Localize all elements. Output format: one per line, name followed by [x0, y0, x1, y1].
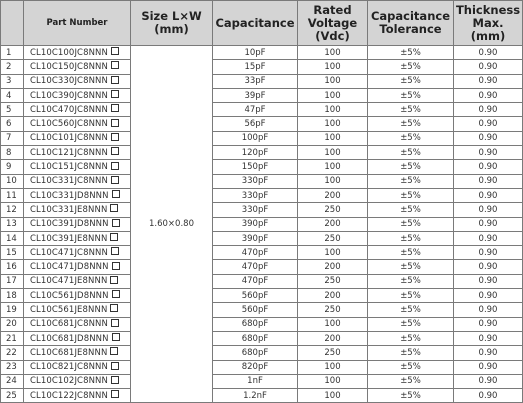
thickness-cell: 0.90	[454, 103, 523, 117]
header-size	[131, 1, 213, 46]
table-body	[1, 46, 523, 403]
packaging-code-box-icon	[110, 204, 118, 212]
part-number-cell	[24, 88, 131, 102]
tolerance-cell: ±5%	[368, 174, 454, 188]
rated-voltage-cell: 250	[298, 231, 368, 245]
row-number: 20	[1, 317, 24, 331]
table-row	[1, 246, 523, 260]
part-number: CL10C561JD8NNN	[30, 290, 109, 301]
capacitance-cell: 680pF	[213, 317, 298, 331]
tolerance-cell: ±5%	[368, 274, 454, 288]
part-number-cell	[24, 217, 131, 231]
table-row	[1, 374, 523, 388]
thickness-cell: 0.90	[454, 346, 523, 360]
table-row	[1, 389, 523, 403]
capacitance-cell: 820pF	[213, 360, 298, 374]
rated-voltage-cell: 100	[298, 103, 368, 117]
thickness-cell: 0.90	[454, 303, 523, 317]
rated-voltage-cell: 100	[298, 174, 368, 188]
table-row	[1, 188, 523, 202]
rated-voltage-cell: 100	[298, 146, 368, 160]
rated-voltage-cell: 250	[298, 203, 368, 217]
packaging-code-box-icon	[111, 176, 119, 184]
capacitance-cell: 470pF	[213, 246, 298, 260]
part-number-cell	[24, 74, 131, 88]
rated-voltage-cell: 100	[298, 46, 368, 60]
row-number: 25	[1, 389, 24, 403]
tolerance-cell: ±5%	[368, 46, 454, 60]
rated-voltage-cell: 100	[298, 360, 368, 374]
capacitance-cell: 120pF	[213, 146, 298, 160]
header-tolerance	[368, 1, 454, 46]
header-voltage-line1: Rated	[313, 2, 352, 17]
rated-voltage-cell: 100	[298, 246, 368, 260]
capacitance-cell: 330pF	[213, 174, 298, 188]
part-number: CL10C561JE8NNN	[30, 304, 108, 315]
part-number: CL10C471JD8NNN	[30, 262, 109, 273]
table-row	[1, 174, 523, 188]
tolerance-cell: ±5%	[368, 331, 454, 345]
part-number: CL10C331JC8NNN	[30, 176, 108, 187]
table-row	[1, 74, 523, 88]
header-thickness-line1: Thickness	[455, 2, 521, 17]
rated-voltage-cell: 100	[298, 88, 368, 102]
size-cell: 1.60×0.80	[131, 46, 213, 403]
rated-voltage-cell: 200	[298, 217, 368, 231]
row-number: 9	[1, 160, 24, 174]
packaging-code-box-icon	[110, 304, 118, 312]
capacitance-cell: 100pF	[213, 131, 298, 145]
table-row	[1, 88, 523, 102]
part-number: CL10C331JE8NNN	[30, 204, 108, 215]
rated-voltage-cell: 100	[298, 374, 368, 388]
table-row	[1, 46, 523, 60]
capacitance-cell: 39pF	[213, 88, 298, 102]
packaging-code-box-icon	[111, 147, 119, 155]
header-part-number: Part Number	[24, 1, 131, 46]
thickness-cell: 0.90	[454, 374, 523, 388]
capacitance-cell: 680pF	[213, 346, 298, 360]
capacitance-cell: 56pF	[213, 117, 298, 131]
part-number: CL10C330JC8NNN	[30, 76, 108, 87]
rated-voltage-cell: 100	[298, 160, 368, 174]
tolerance-cell: ±5%	[368, 160, 454, 174]
thickness-cell: 0.90	[454, 317, 523, 331]
tolerance-cell: ±5%	[368, 246, 454, 260]
table-row	[1, 289, 523, 303]
part-number: CL10C681JD8NNN	[30, 333, 109, 344]
part-number-cell	[24, 146, 131, 160]
row-number: 14	[1, 231, 24, 245]
packaging-code-box-icon	[111, 362, 119, 370]
tolerance-cell: ±5%	[368, 303, 454, 317]
part-number-cell	[24, 103, 131, 117]
row-number: 5	[1, 103, 24, 117]
packaging-code-box-icon	[111, 390, 119, 398]
packaging-code-box-icon	[112, 219, 120, 227]
capacitance-cell: 1nF	[213, 374, 298, 388]
part-number-cell	[24, 317, 131, 331]
part-number: CL10C471JE8NNN	[30, 276, 108, 287]
part-number-cell	[24, 231, 131, 245]
row-number: 23	[1, 360, 24, 374]
tolerance-cell: ±5%	[368, 188, 454, 202]
part-number: CL10C331JD8NNN	[30, 190, 109, 201]
thickness-cell: 0.90	[454, 117, 523, 131]
part-number-cell	[24, 303, 131, 317]
rated-voltage-cell: 250	[298, 346, 368, 360]
packaging-code-box-icon	[111, 47, 119, 55]
part-number: CL10C122JC8NNN	[30, 390, 108, 401]
tolerance-cell: ±5%	[368, 360, 454, 374]
thickness-cell: 0.90	[454, 274, 523, 288]
part-number: CL10C390JC8NNN	[30, 90, 108, 101]
tolerance-cell: ±5%	[368, 317, 454, 331]
row-number: 16	[1, 260, 24, 274]
part-number: CL10C391JE8NNN	[30, 233, 108, 244]
capacitance-cell: 15pF	[213, 60, 298, 74]
part-number: CL10C100JC8NNN	[30, 47, 108, 58]
packaging-code-box-icon	[111, 119, 119, 127]
packaging-code-box-icon	[111, 376, 119, 384]
capacitance-cell: 680pF	[213, 331, 298, 345]
rated-voltage-cell: 250	[298, 303, 368, 317]
capacitance-cell: 47pF	[213, 103, 298, 117]
table-row	[1, 146, 523, 160]
row-number: 1	[1, 46, 24, 60]
row-number: 12	[1, 203, 24, 217]
part-number-cell	[24, 117, 131, 131]
row-number: 6	[1, 117, 24, 131]
part-number-cell	[24, 60, 131, 74]
tolerance-cell: ±5%	[368, 74, 454, 88]
part-number: CL10C151JC8NNN	[30, 162, 108, 173]
packaging-code-box-icon	[111, 162, 119, 170]
row-number: 8	[1, 146, 24, 160]
table-row	[1, 131, 523, 145]
part-number: CL10C150JC8NNN	[30, 61, 108, 72]
thickness-cell: 0.90	[454, 231, 523, 245]
row-number: 3	[1, 74, 24, 88]
part-number-cell	[24, 331, 131, 345]
packaging-code-box-icon	[111, 247, 119, 255]
thickness-cell: 0.90	[454, 160, 523, 174]
tolerance-cell: ±5%	[368, 103, 454, 117]
row-number: 17	[1, 274, 24, 288]
table-row	[1, 60, 523, 74]
part-number-cell	[24, 203, 131, 217]
header-tolerance-line2: Tolerance	[379, 22, 442, 36]
table-row	[1, 317, 523, 331]
thickness-cell: 0.90	[454, 246, 523, 260]
part-number-cell	[24, 246, 131, 260]
part-number: CL10C101JC8NNN	[30, 133, 108, 144]
tolerance-cell: ±5%	[368, 131, 454, 145]
tolerance-cell: ±5%	[368, 117, 454, 131]
row-number: 24	[1, 374, 24, 388]
part-number-cell	[24, 160, 131, 174]
capacitance-cell: 10pF	[213, 46, 298, 60]
tolerance-cell: ±5%	[368, 146, 454, 160]
thickness-cell: 0.90	[454, 331, 523, 345]
part-number: CL10C391JD8NNN	[30, 219, 109, 230]
rated-voltage-cell: 200	[298, 188, 368, 202]
part-number: CL10C560JC8NNN	[30, 119, 108, 130]
row-number: 2	[1, 60, 24, 74]
part-number-cell	[24, 46, 131, 60]
thickness-cell: 0.90	[454, 131, 523, 145]
tolerance-cell: ±5%	[368, 260, 454, 274]
row-number: 15	[1, 246, 24, 260]
part-number-cell	[24, 289, 131, 303]
part-number-cell	[24, 274, 131, 288]
rated-voltage-cell: 200	[298, 260, 368, 274]
thickness-cell: 0.90	[454, 260, 523, 274]
packaging-code-box-icon	[111, 90, 119, 98]
part-number-cell	[24, 389, 131, 403]
packaging-code-box-icon	[110, 276, 118, 284]
table-row	[1, 274, 523, 288]
rated-voltage-cell: 200	[298, 289, 368, 303]
part-number-cell	[24, 260, 131, 274]
header-size-line1: Size L×W	[141, 9, 202, 23]
header-voltage-line2: Voltage	[307, 15, 358, 30]
table-row	[1, 203, 523, 217]
table-row	[1, 260, 523, 274]
header-thickness	[454, 1, 523, 46]
row-number: 19	[1, 303, 24, 317]
rated-voltage-cell: 100	[298, 74, 368, 88]
capacitance-cell: 470pF	[213, 260, 298, 274]
part-number-cell	[24, 360, 131, 374]
part-number: CL10C121JC8NNN	[30, 147, 108, 158]
packaging-code-box-icon	[112, 190, 120, 198]
thickness-cell: 0.90	[454, 60, 523, 74]
table-row	[1, 360, 523, 374]
row-number: 7	[1, 131, 24, 145]
part-number-cell	[24, 346, 131, 360]
part-number: CL10C681JC8NNN	[30, 319, 108, 330]
table-row	[1, 103, 523, 117]
packaging-code-box-icon	[110, 347, 118, 355]
row-number: 11	[1, 188, 24, 202]
table-row	[1, 217, 523, 231]
packaging-code-box-icon	[112, 262, 120, 270]
table-row	[1, 331, 523, 345]
row-number: 4	[1, 88, 24, 102]
capacitance-cell: 390pF	[213, 217, 298, 231]
capacitance-cell: 150pF	[213, 160, 298, 174]
header-size-line2: (mm)	[154, 22, 189, 36]
header-voltage-line3: (Vdc)	[315, 28, 350, 43]
table-row	[1, 346, 523, 360]
part-number: CL10C681JE8NNN	[30, 347, 108, 358]
tolerance-cell: ±5%	[368, 88, 454, 102]
row-number: 21	[1, 331, 24, 345]
capacitance-cell: 33pF	[213, 74, 298, 88]
table-row	[1, 117, 523, 131]
header-thickness-line2: Max. (mm)	[470, 15, 506, 43]
row-number: 10	[1, 174, 24, 188]
packaging-code-box-icon	[110, 233, 118, 241]
packaging-code-box-icon	[111, 61, 119, 69]
thickness-cell: 0.90	[454, 217, 523, 231]
rated-voltage-cell: 100	[298, 117, 368, 131]
rated-voltage-cell: 100	[298, 317, 368, 331]
thickness-cell: 0.90	[454, 46, 523, 60]
thickness-cell: 0.90	[454, 174, 523, 188]
header-no	[1, 1, 24, 46]
packaging-code-box-icon	[112, 333, 120, 341]
part-number-cell	[24, 131, 131, 145]
header-capacitance: Capacitance	[213, 1, 298, 46]
part-number: CL10C821JC8NNN	[30, 362, 108, 373]
table-row	[1, 231, 523, 245]
rated-voltage-cell: 100	[298, 389, 368, 403]
capacitance-cell: 560pF	[213, 289, 298, 303]
thickness-cell: 0.90	[454, 203, 523, 217]
thickness-cell: 0.90	[454, 360, 523, 374]
packaging-code-box-icon	[111, 104, 119, 112]
thickness-cell: 0.90	[454, 74, 523, 88]
thickness-cell: 0.90	[454, 389, 523, 403]
tolerance-cell: ±5%	[368, 346, 454, 360]
rated-voltage-cell: 200	[298, 331, 368, 345]
header-tolerance-line1: Capacitance	[370, 9, 450, 23]
part-number-cell	[24, 188, 131, 202]
thickness-cell: 0.90	[454, 88, 523, 102]
part-number: CL10C470JC8NNN	[30, 104, 108, 115]
packaging-code-box-icon	[111, 319, 119, 327]
row-number: 13	[1, 217, 24, 231]
tolerance-cell: ±5%	[368, 289, 454, 303]
part-number: CL10C102JC8NNN	[30, 376, 108, 387]
thickness-cell: 0.90	[454, 188, 523, 202]
tolerance-cell: ±5%	[368, 231, 454, 245]
tolerance-cell: ±5%	[368, 60, 454, 74]
tolerance-cell: ±5%	[368, 389, 454, 403]
thickness-cell: 0.90	[454, 146, 523, 160]
packaging-code-box-icon	[111, 133, 119, 141]
rated-voltage-cell: 250	[298, 274, 368, 288]
capacitance-cell: 1.2nF	[213, 389, 298, 403]
header-row	[1, 1, 523, 46]
row-number: 22	[1, 346, 24, 360]
table-row	[1, 160, 523, 174]
tolerance-cell: ±5%	[368, 374, 454, 388]
packaging-code-box-icon	[111, 76, 119, 84]
tolerance-cell: ±5%	[368, 217, 454, 231]
part-number: CL10C471JC8NNN	[30, 247, 108, 258]
tolerance-cell: ±5%	[368, 203, 454, 217]
rated-voltage-cell: 100	[298, 131, 368, 145]
rated-voltage-cell: 100	[298, 60, 368, 74]
capacitance-cell: 330pF	[213, 188, 298, 202]
table-row	[1, 303, 523, 317]
header-rated-voltage	[298, 1, 368, 46]
row-number: 18	[1, 289, 24, 303]
packaging-code-box-icon	[112, 290, 120, 298]
capacitance-cell: 560pF	[213, 303, 298, 317]
part-number-cell	[24, 174, 131, 188]
part-number-cell	[24, 374, 131, 388]
capacitance-cell: 470pF	[213, 274, 298, 288]
capacitance-cell: 330pF	[213, 203, 298, 217]
capacitance-cell: 390pF	[213, 231, 298, 245]
thickness-cell: 0.90	[454, 289, 523, 303]
